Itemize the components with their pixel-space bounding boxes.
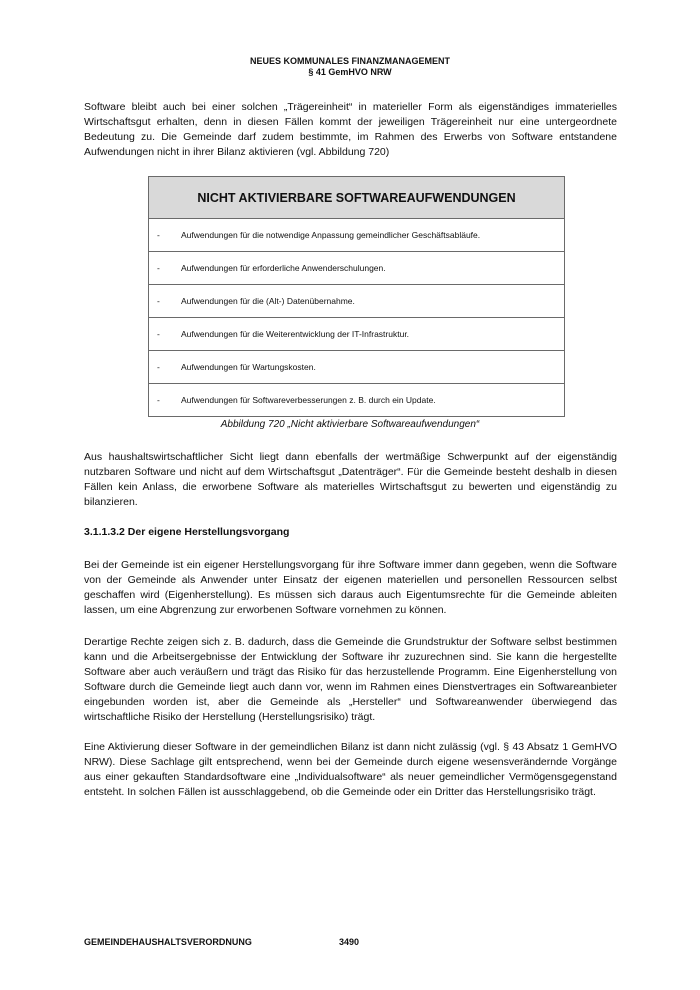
- paragraph-intro: Software bleibt auch bei einer solchen „Trägereinheit“ in materieller Form als eigenständiges immaterielles Wirtschaftsgut erhalten, denn in diesen Fällen kommt der jeweiligen Trägereinheit nur eine untergeordnete Bedeutung zu. Die Gemeinde darf zudem bestimmte, im Rahmen des Erwerbs von Software entstandene Aufwendungen nicht in ihrer Bilanz aktivieren (vgl. Abbildung 720): [84, 101, 617, 158]
- list-dash: -: [157, 263, 160, 273]
- table-row-text: Aufwendungen für die Weiterentwicklung der IT-Infrastruktur.: [181, 329, 410, 339]
- list-dash: -: [157, 395, 160, 405]
- page-header: [0, 56, 700, 78]
- list-dash: -: [157, 230, 160, 240]
- list-dash: -: [157, 329, 160, 339]
- table-row: [149, 384, 564, 416]
- table-row: [149, 351, 564, 384]
- section-heading: 3.1.1.3.2 Der eigene Herstellungsvorgang: [84, 526, 290, 538]
- table-row-text: Aufwendungen für die (Alt-) Datenübernahme.: [181, 296, 355, 306]
- paragraph-own-production: Bei der Gemeinde ist ein eigener Herstellungsvorgang für ihre Software immer dann gegeben, wenn die Software von der Gemeinde als Anwender unter Einsatz der eigenen materiellen und personellen Ressourcen selbst geschaffen wird (Eigenherstellung). Es müssen sich daraus auch Eigentumsrechte für die Gemeinde ableiten lassen, um eine Abgrenzung zur erworbenen Software vornehmen zu können.: [84, 559, 617, 616]
- table-row-text: Aufwendungen für die notwendige Anpassung gemeindlicher Geschäftsabläufe.: [181, 230, 481, 240]
- paragraph-data-carrier: Aus haushaltswirtschaftlicher Sicht liegt dann ebenfalls der wertmäßige Schwerpunkt auf der eigenständig nutzbaren Software und nicht auf dem Wirtschaftsgut „Datenträger“. Für die Gemeinde besteht deshalb in diesen Fällen kein Anlass, die erworbene Software als materielles Wirtschaftsgut zu bewerten und eigenständig zu bilanzieren.: [84, 451, 617, 508]
- table-row: [149, 219, 564, 252]
- table-title: NICHT AKTIVIERBARE SOFTWAREAUFWENDUNGEN: [149, 177, 564, 219]
- page-number: 3490: [339, 937, 360, 947]
- software-expenses-table: [148, 176, 565, 417]
- paragraph-activation: Eine Aktivierung dieser Software in der gemeindlichen Bilanz ist dann nicht zulässig (vgl. § 43 Absatz 1 GemHVO NRW). Diese Sachlage gilt entsprechend, wenn bei der Gemeinde durch eigene wesensverändernde Vorgänge aus einer gekauften Standardsoftware eine „Individualsoftware“ als neuer gemeindlicher Vermögensgegenstand entsteht. In solchen Fällen ist ausschlaggebend, ob die Gemeinde oder ein Dritter das Herstellungsrisiko trägt.: [84, 741, 617, 798]
- table-row-text: Aufwendungen für Softwareverbesserungen z. B. durch ein Update.: [181, 395, 436, 405]
- table-row-text: Aufwendungen für erforderliche Anwenderschulungen.: [181, 263, 386, 273]
- paragraph-rights: Derartige Rechte zeigen sich z. B. dadurch, dass die Gemeinde die Grundstruktur der Software selbst bestimmen kann und die Arbeitsergebnisse der Entwicklung der Software ihr zuzurechnen sind. Sie kann die hergestellte Software aber auch veräußern und trägt das Risiko für das herzustellende Programm. Eine Eigenherstellung von Software durch die Gemeinde liegt auch dann vor, wenn im Rahmen eines Dienstvertrages ein Softwareanbieter eingebunden worden ist, aber die Gemeinde als „Hersteller“ und Softwareanwender überwiegend das wirtschaftliche Risiko der Herstellung (Herstellungsrisiko) trägt.: [84, 636, 617, 723]
- header-subtitle: § 41 GemHVO NRW: [308, 67, 392, 77]
- table-row: [149, 252, 564, 285]
- list-dash: -: [157, 362, 160, 372]
- figure-caption: Abbildung 720 „Nicht aktivierbare Softwareaufwendungen“: [220, 419, 480, 430]
- table-row: [149, 285, 564, 318]
- footer-title: GEMEINDEHAUSHALTSVERORDNUNG: [84, 937, 252, 947]
- table-row-text: Aufwendungen für Wartungskosten.: [181, 362, 316, 372]
- table-row: [149, 318, 564, 351]
- list-dash: -: [157, 296, 160, 306]
- header-title: NEUES KOMMUNALES FINANZMANAGEMENT: [250, 56, 450, 66]
